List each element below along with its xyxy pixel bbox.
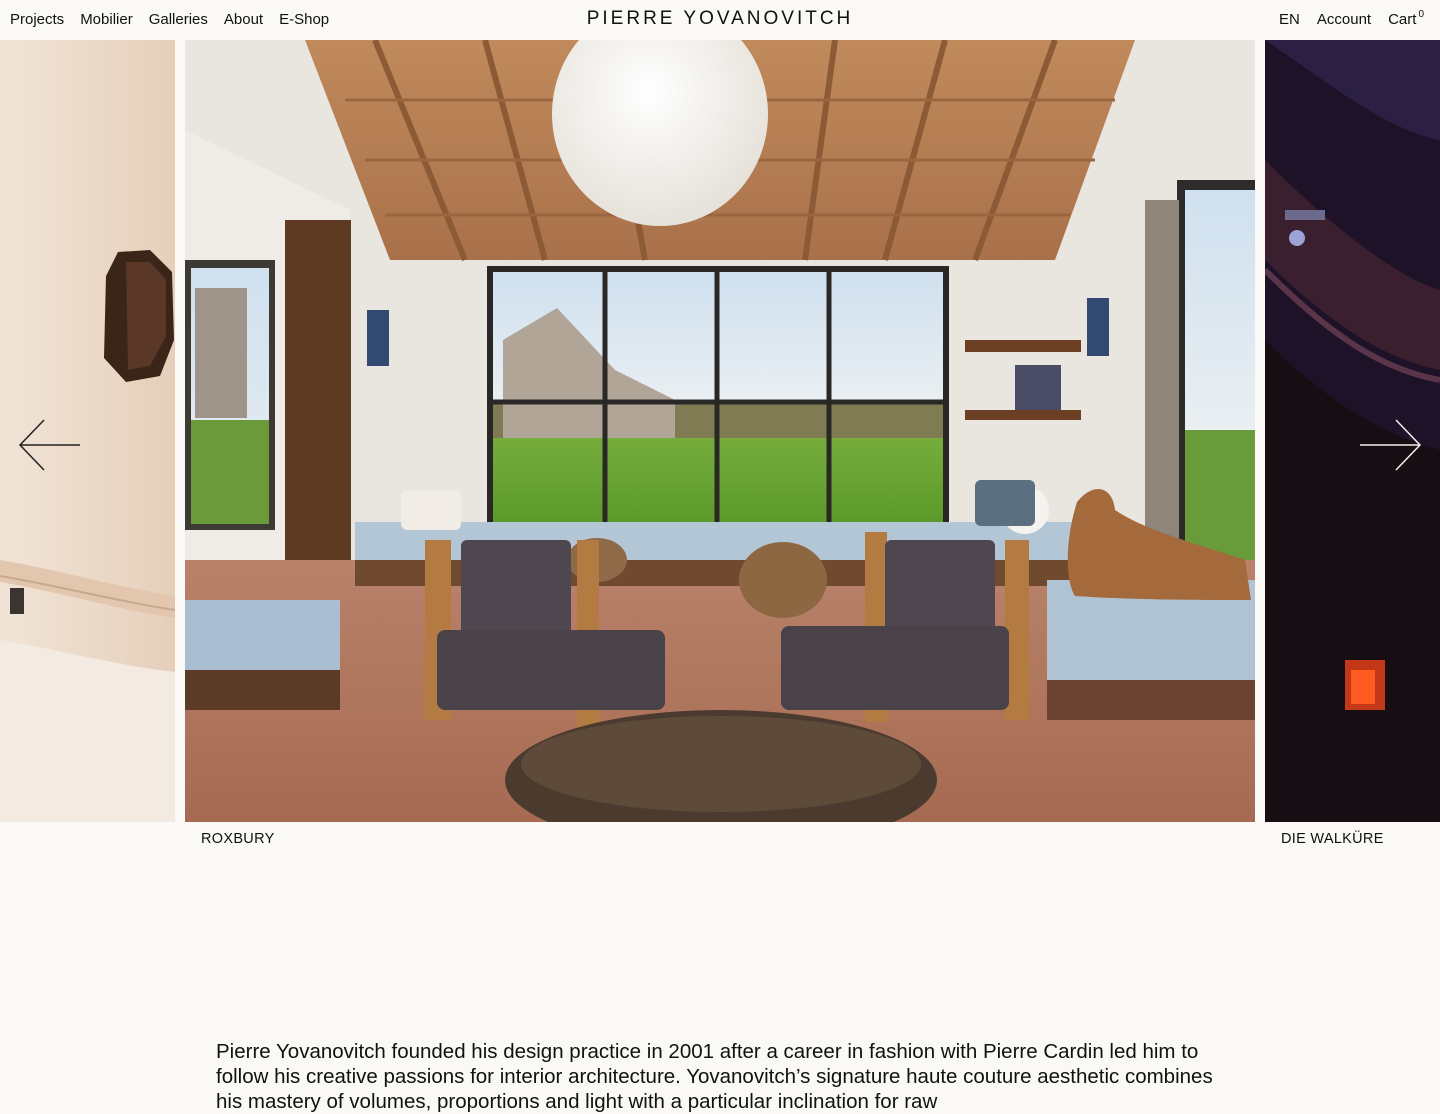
arrow-left-icon [18,418,80,472]
cart-link[interactable] [1388,11,1424,28]
utility-nav [1279,11,1424,28]
arrow-right-icon [1360,418,1422,472]
slider-prev-button[interactable] [18,418,80,472]
nav-galleries[interactable]: Galleries [148,11,208,28]
cart-count-badge: 0 [1418,9,1424,20]
slide-current-image [185,40,1255,822]
slide-next-caption[interactable]: DIE WALKÜRE [1281,831,1384,847]
logo-text[interactable]: PIERRE YOVANOVITCH [586,8,854,29]
cart-label: Cart [1388,11,1417,28]
nav-about[interactable]: About [223,11,264,28]
nav-eshop[interactable]: E-Shop [279,11,330,28]
intro-paragraph: Pierre Yovanovitch founded his design practice in 2001 after a career in fashion with Pierre Cardin led him to follow his creative passions for interior architecture. Yovanovitch’s signature haute couture aesthetic combines his mastery of volumes, proportions and light with a particular inclination for raw [216,1039,1213,1113]
main-nav [10,11,329,28]
nav-mobilier[interactable]: Mobilier [80,11,133,28]
account-link[interactable]: Account [1316,11,1372,28]
site-header [0,0,1440,40]
slide-current[interactable] [185,40,1255,822]
slider-next-button[interactable] [1360,418,1422,472]
language-switch[interactable]: EN [1279,11,1300,28]
slide-current-caption[interactable]: ROXBURY [201,831,275,847]
nav-projects[interactable]: Projects [10,11,65,28]
